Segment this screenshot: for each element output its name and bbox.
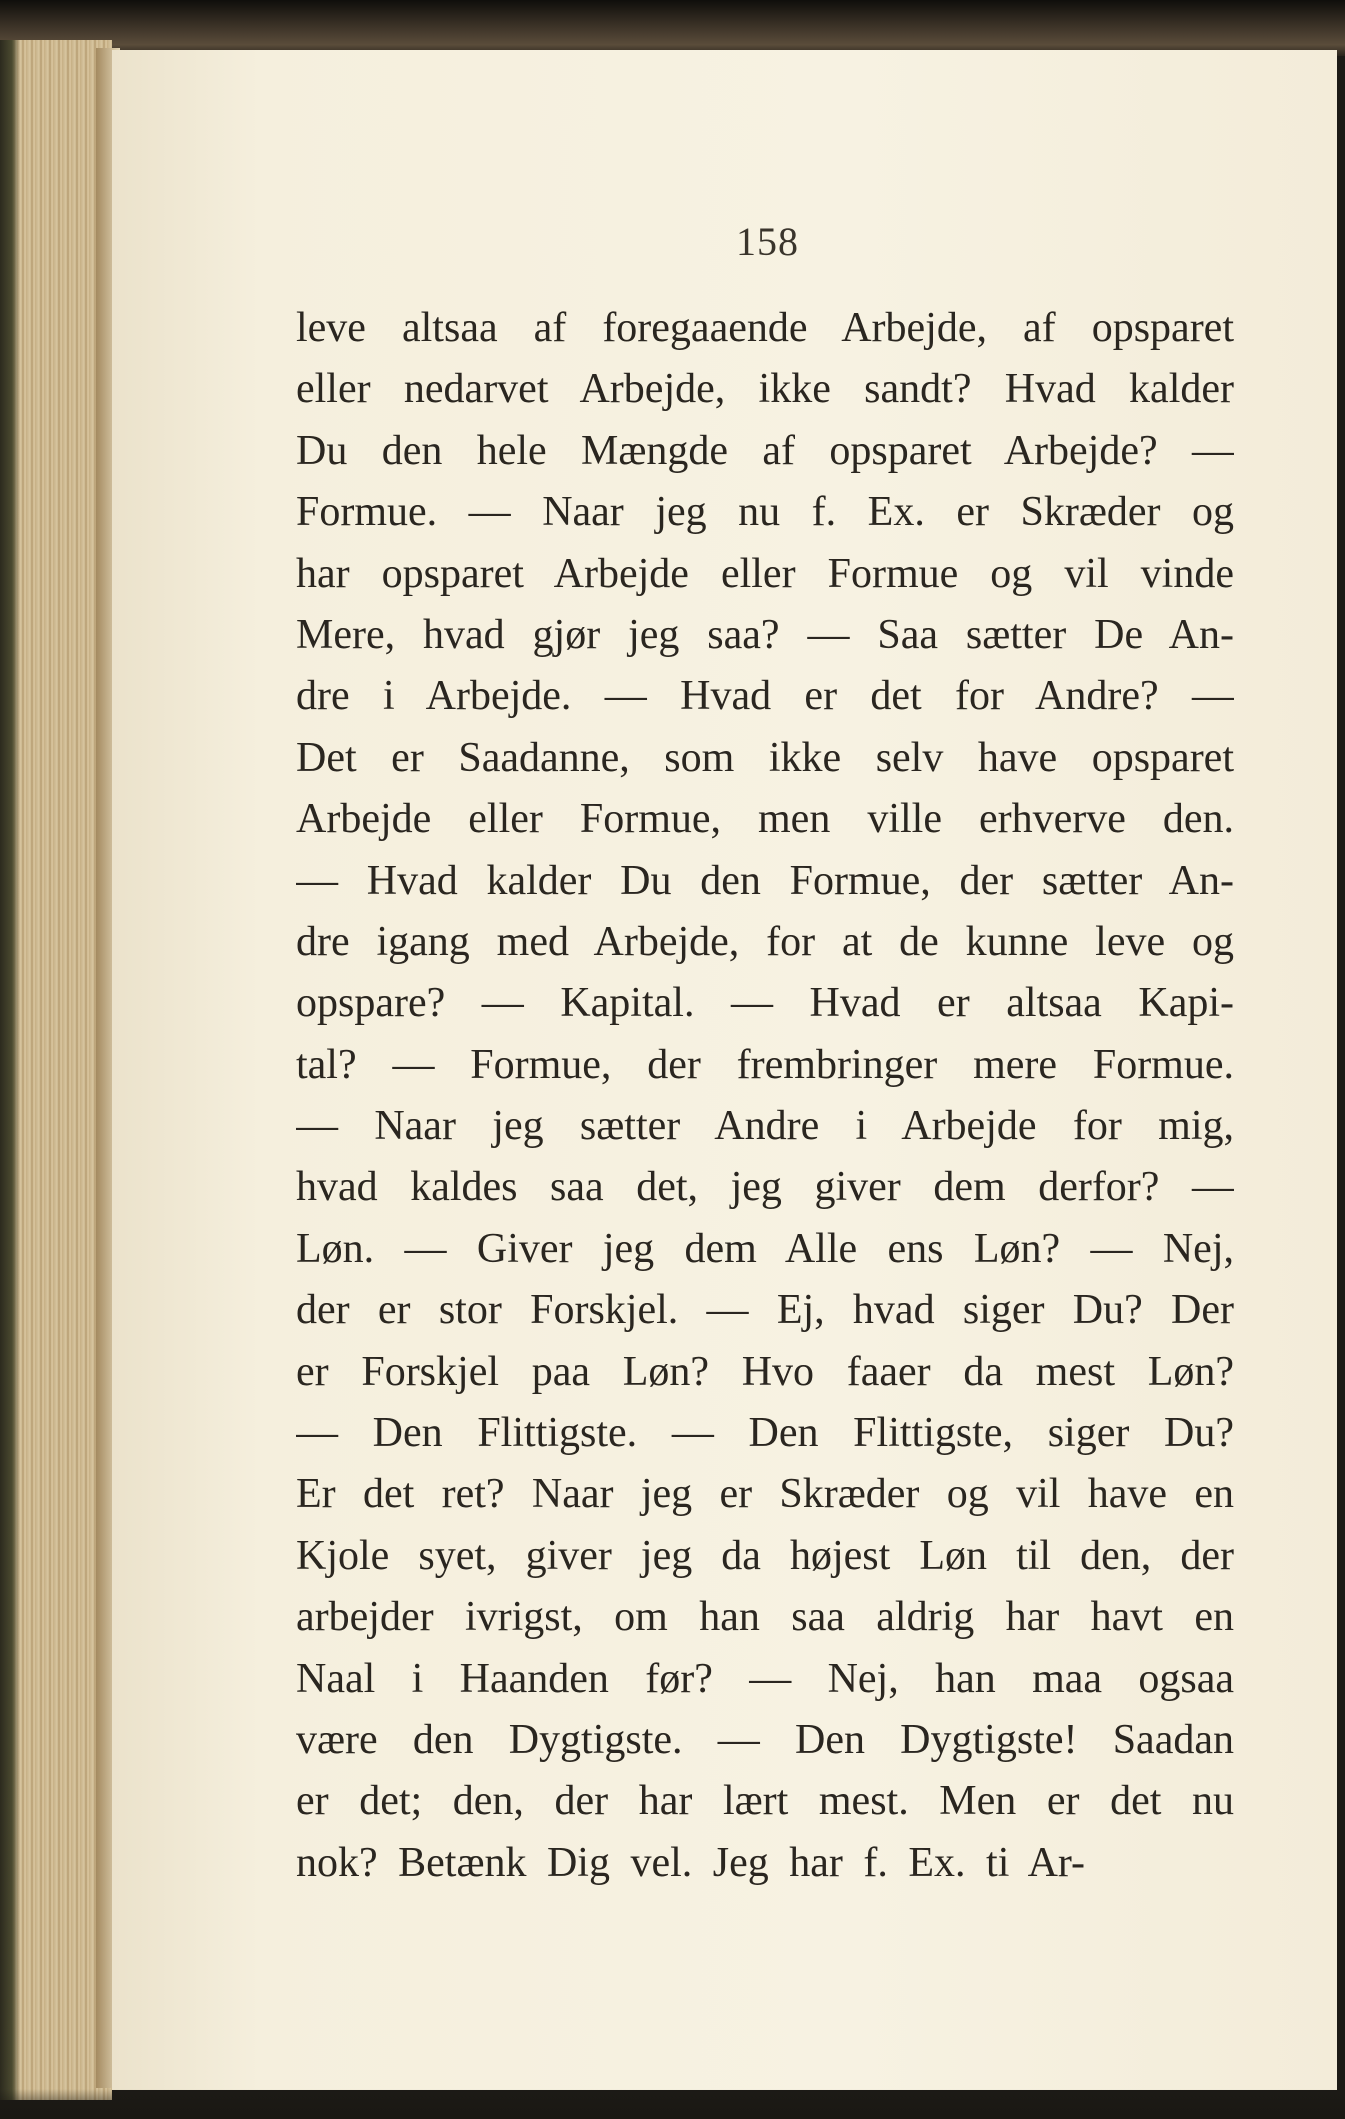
- text-line: Løn. — Giver jeg dem Alle ens Løn? — Nej,: [296, 1225, 1234, 1272]
- text-line: har opsparet Arbejde eller Formue og vil vinde: [296, 550, 1234, 597]
- text-line: — Naar jeg sætter Andre i Arbejde for mig,: [296, 1103, 1234, 1150]
- text-line: Naal i Haanden før? — Nej, han maa ogsaa: [296, 1655, 1234, 1702]
- page-number: 158: [736, 219, 799, 264]
- text-line: nok? Betænk Dig vel. Jeg har f. Ex. ti Ar-: [296, 1839, 1086, 1886]
- text-line: eller nedarvet Arbejde, ikke sandt? Hvad kalder: [296, 366, 1234, 413]
- text-line: leve altsaa af foregaaende Arbejde, af opsparet: [296, 305, 1234, 351]
- text-line: Du den hele Mængde af opsparet Arbejde? —: [296, 427, 1234, 474]
- text-line: være den Dygtigste. — Den Dygtigste! Saadan: [296, 1716, 1234, 1763]
- text-line: — Den Flittigste. — Den Flittigste, siger Du?: [296, 1410, 1234, 1457]
- text-line: dre i Arbejde. — Hvad er det for Andre? —: [296, 673, 1234, 720]
- text-line: opspare? — Kapital. — Hvad er altsaa Kapi-: [296, 980, 1234, 1027]
- text-line: Arbejde eller Formue, men ville erhverve den.: [296, 796, 1234, 843]
- text-line: hvad kaldes saa det, jeg giver dem derfor? —: [296, 1164, 1234, 1211]
- page-body-text: [296, 298, 1234, 1894]
- book-spine-shadow: [0, 40, 20, 2100]
- book-top-edge: [0, 0, 1345, 56]
- text-line: Er det ret? Naar jeg er Skræder og vil have en: [296, 1471, 1234, 1518]
- text-line: Kjole syet, giver jeg da højest Løn til den, der: [296, 1532, 1234, 1579]
- book-bottom-edge: [0, 2089, 1345, 2119]
- text-line: Formue. — Naar jeg nu f. Ex. er Skræder og: [296, 489, 1234, 536]
- text-line: der er stor Forskjel. — Ej, hvad siger Du? Der: [296, 1287, 1234, 1334]
- text-line: tal? — Formue, der frembringer mere Formue.: [296, 1041, 1234, 1088]
- text-line: — Hvad kalder Du den Formue, der sætter An-: [296, 857, 1234, 904]
- text-line: Det er Saadanne, som ikke selv have opsparet: [296, 734, 1234, 781]
- text-line: er Forskjel paa Løn? Hvo faaer da mest Løn?: [296, 1348, 1234, 1395]
- text-line: Mere, hvad gjør jeg saa? — Saa sætter De An-: [296, 611, 1234, 658]
- text-line: er det; den, der har lært mest. Men er det nu: [296, 1778, 1234, 1825]
- text-line: dre igang med Arbejde, for at de kunne leve og: [296, 918, 1234, 965]
- text-line: arbejder ivrigst, om han saa aldrig har havt en: [296, 1594, 1234, 1641]
